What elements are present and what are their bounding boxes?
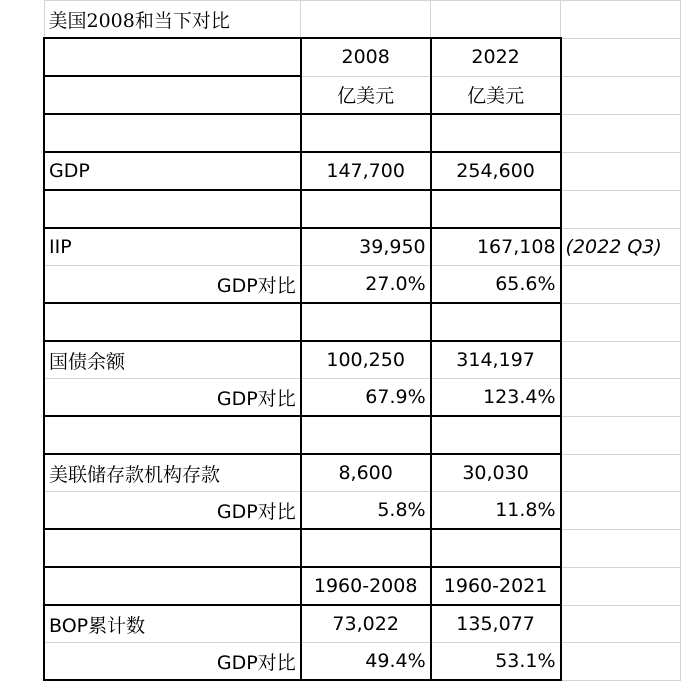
row-label-iip-gdp-ratio[interactable]: GDP对比 (44, 266, 301, 304)
empty-cell[interactable] (561, 38, 681, 76)
cell-deposits-ratio-2022[interactable]: 11.8% (431, 492, 561, 530)
header-range-2[interactable]: 1960-2021 (431, 567, 561, 605)
cell-bop-2021[interactable]: 135,077 (431, 605, 561, 643)
row-label-iip[interactable]: IIP (44, 228, 301, 266)
cell-iip-ratio-2022[interactable]: 65.6% (431, 266, 561, 304)
header-unit-2008[interactable]: 亿美元 (301, 76, 431, 114)
empty-cell[interactable] (44, 416, 301, 454)
empty-cell[interactable] (301, 416, 431, 454)
note-iip-date[interactable]: (2022 Q3) (561, 228, 681, 266)
empty-cell[interactable] (44, 114, 301, 152)
empty-cell[interactable] (561, 152, 681, 190)
empty-cell[interactable] (431, 190, 561, 228)
header-unit-2022[interactable]: 亿美元 (431, 76, 561, 114)
empty-cell[interactable] (44, 38, 301, 76)
cell-deposits-2008[interactable]: 8,600 (301, 454, 431, 492)
empty-cell[interactable] (561, 605, 681, 643)
cell-bop-ratio-2008[interactable]: 49.4% (301, 643, 431, 681)
empty-cell[interactable] (301, 529, 431, 567)
cell-deposits-2022[interactable]: 30,030 (431, 454, 561, 492)
row-label-fed-deposits[interactable]: 美联储存款机构存款 (44, 454, 301, 492)
cell-debt-2022[interactable]: 314,197 (431, 341, 561, 379)
row-label-bop-gdp-ratio[interactable]: GDP对比 (44, 643, 301, 681)
cell-iip-2022[interactable]: 167,108 (431, 228, 561, 266)
spreadsheet-table (43, 0, 681, 681)
empty-cell[interactable] (561, 643, 681, 681)
empty-cell[interactable] (44, 190, 301, 228)
empty-cell[interactable] (561, 303, 681, 341)
empty-cell[interactable] (44, 76, 301, 114)
empty-cell[interactable] (561, 76, 681, 114)
empty-cell[interactable] (44, 303, 301, 341)
empty-cell[interactable] (561, 454, 681, 492)
empty-cell[interactable] (44, 529, 301, 567)
empty-cell[interactable] (431, 303, 561, 341)
cell-iip-2008[interactable]: 39,950 (301, 228, 431, 266)
empty-cell[interactable] (561, 529, 681, 567)
header-year-2008[interactable]: 2008 (301, 38, 431, 76)
empty-cell[interactable] (561, 416, 681, 454)
empty-cell[interactable] (431, 416, 561, 454)
empty-cell[interactable] (561, 266, 681, 304)
cell-gdp-2022[interactable]: 254,600 (431, 152, 561, 190)
header-range-1[interactable]: 1960-2008 (301, 567, 431, 605)
empty-cell[interactable] (561, 492, 681, 530)
cell-debt-ratio-2022[interactable]: 123.4% (431, 379, 561, 417)
empty-cell[interactable] (431, 529, 561, 567)
empty-cell[interactable] (561, 1, 681, 39)
cell-debt-2008[interactable]: 100,250 (301, 341, 431, 379)
empty-cell[interactable] (301, 190, 431, 228)
row-label-debt-gdp-ratio[interactable]: GDP对比 (44, 379, 301, 417)
cell-gdp-2008[interactable]: 147,700 (301, 152, 431, 190)
empty-cell[interactable] (301, 1, 431, 39)
empty-cell[interactable] (561, 379, 681, 417)
sheet-title[interactable]: 美国2008和当下对比 (44, 1, 301, 39)
row-label-deposits-gdp-ratio[interactable]: GDP对比 (44, 492, 301, 530)
empty-cell[interactable] (301, 114, 431, 152)
empty-cell[interactable] (431, 114, 561, 152)
row-label-treasury-debt[interactable]: 国债余额 (44, 341, 301, 379)
empty-cell[interactable] (561, 114, 681, 152)
empty-cell[interactable] (561, 190, 681, 228)
row-label-gdp[interactable]: GDP (44, 152, 301, 190)
header-year-2022[interactable]: 2022 (431, 38, 561, 76)
cell-debt-ratio-2008[interactable]: 67.9% (301, 379, 431, 417)
cell-bop-2008[interactable]: 73,022 (301, 605, 431, 643)
empty-cell[interactable] (431, 1, 561, 39)
empty-cell[interactable] (561, 567, 681, 605)
empty-cell[interactable] (301, 303, 431, 341)
cell-iip-ratio-2008[interactable]: 27.0% (301, 266, 431, 304)
empty-cell[interactable] (44, 567, 301, 605)
empty-cell[interactable] (561, 341, 681, 379)
cell-bop-ratio-2021[interactable]: 53.1% (431, 643, 561, 681)
cell-deposits-ratio-2008[interactable]: 5.8% (301, 492, 431, 530)
row-label-bop[interactable]: BOP累计数 (44, 605, 301, 643)
